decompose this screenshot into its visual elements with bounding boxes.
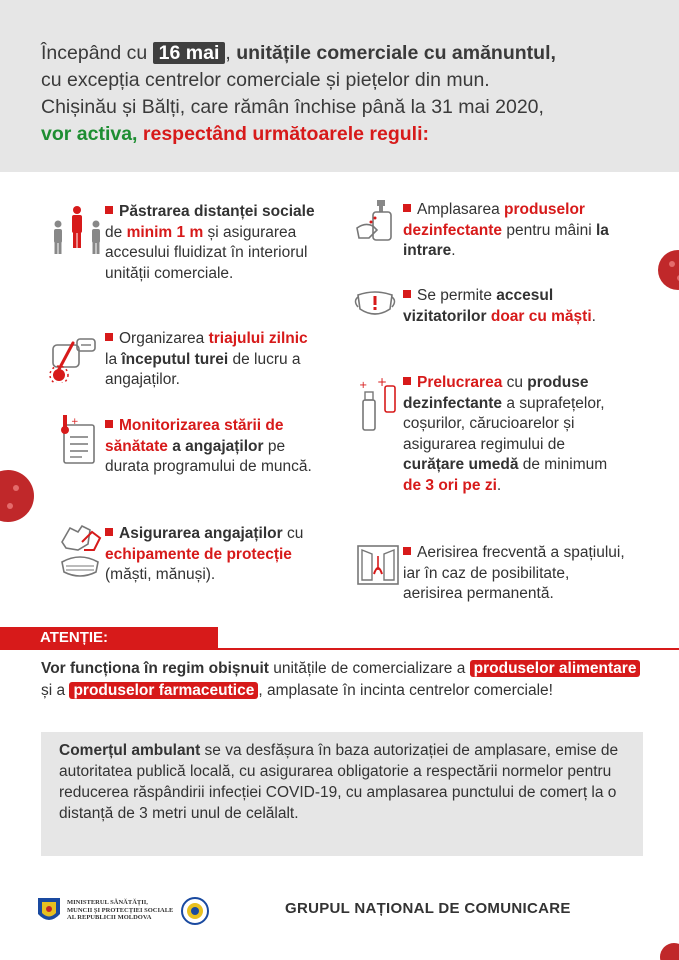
bullet-marker bbox=[403, 204, 411, 212]
ambulant-trade-box: Comerțul ambulant se va desfășura în baza autorizației de amplasare, emise de autoritatea publică locală, cu asigurarea obligatorie a respectării normelor pentru reducerea răspândirii infecției COVID-19, cu amplasarea punctului de comerț la o distanță de 3 metri unul de celălalt. bbox=[41, 732, 643, 856]
rule-text-part: . bbox=[451, 242, 456, 259]
rule-text-part: a angajaților bbox=[172, 437, 264, 455]
rule-text-part: triajului zilnic bbox=[208, 330, 308, 347]
rule-text-part: (măști, mănuși). bbox=[105, 566, 216, 583]
rule-text-part: a suprafețelor, coșurilor, cărucioarelor și asigurarea regimului de bbox=[403, 394, 605, 453]
rule-text-part: Aerisirea frecventă a spațiului, iar în caz de posibilitate, aerisirea permanentă. bbox=[403, 544, 625, 602]
rule-text-part: la intrare bbox=[403, 221, 609, 259]
rule-text-part: de lucru a angajaților. bbox=[105, 350, 301, 388]
face-mask-icon bbox=[352, 287, 398, 319]
rule-text-part: pe durata programului de muncă. bbox=[105, 437, 312, 475]
bullet-marker bbox=[403, 290, 411, 298]
header-line-4: vor activa, respectând următoarele reguli: bbox=[41, 123, 429, 145]
header-line-2: cu excepția centrelor comerciale și piețelor din mun. bbox=[41, 69, 490, 91]
svg-text:+: + bbox=[71, 417, 79, 427]
rule-health-monitoring bbox=[105, 416, 325, 478]
attention-label: ATENȚIE: bbox=[0, 627, 218, 649]
ministry-name: MINISTERUL SĂNĂTĂȚII, MUNCII ȘI PROTECȚIEI SOCIALE AL REPUBLICII MOLDOVA bbox=[67, 899, 174, 921]
rule-text-part: Prelucrarea bbox=[417, 374, 503, 391]
spray-bottle-icon bbox=[357, 376, 401, 432]
rule-text-part: Se permite bbox=[417, 287, 497, 304]
people-distance-icon bbox=[50, 205, 104, 255]
tag-pharma-products: produselor farmaceutice bbox=[69, 682, 258, 699]
rule-text-part: și asigurarea accesului fluidizat în interiorul unității comerciale. bbox=[105, 223, 308, 282]
rule-text-part: minim 1 m bbox=[126, 223, 204, 241]
gloves-mask-icon bbox=[56, 522, 104, 580]
health-checklist-icon bbox=[58, 415, 100, 465]
rule-text-part: produselor dezinfectante bbox=[403, 201, 585, 239]
rule-text-part: produse dezinfectante bbox=[403, 374, 589, 412]
rule-text-part: curățare umedă bbox=[403, 456, 519, 473]
virus-decoration-icon bbox=[648, 240, 679, 300]
rule-text-part: echipamente de protecție bbox=[105, 545, 292, 563]
hand-sanitizer-icon bbox=[355, 198, 401, 246]
rule-text-part: pentru mâini bbox=[502, 221, 596, 239]
header-line-1: Începând cu 16 mai , unitățile comerciale cu amănuntul, bbox=[41, 42, 556, 64]
open-window-icon bbox=[356, 544, 400, 588]
rule-text-part: de minimum bbox=[518, 456, 608, 473]
tag-food-products: produselor alimentare bbox=[470, 660, 641, 677]
bullet-marker bbox=[403, 547, 411, 555]
bullet-marker bbox=[105, 206, 113, 214]
rule-text-part: Amplasarea bbox=[417, 201, 505, 218]
svg-text:+: + bbox=[377, 376, 388, 389]
rule-text-part: începutul turei bbox=[121, 350, 229, 368]
rule-hand-sanitizer bbox=[403, 200, 633, 262]
divider-red bbox=[0, 648, 679, 650]
date-highlight: 16 mai bbox=[153, 42, 226, 64]
rule-text-part: doar cu măști bbox=[490, 307, 592, 325]
rule-text-part: de bbox=[105, 223, 127, 241]
bullet-marker bbox=[105, 528, 113, 536]
rule-disinfection bbox=[403, 373, 628, 496]
virus-decoration-icon bbox=[652, 935, 679, 960]
rule-text-part: Asigurarea angajaților bbox=[119, 525, 283, 542]
header-line-3: Chișinău și Bălți, care rămân închise până la 31 mai 2020, bbox=[41, 96, 544, 118]
moldova-coat-of-arms-icon bbox=[34, 894, 64, 928]
bullet-marker bbox=[105, 420, 113, 428]
rule-protective-equipment bbox=[105, 524, 320, 586]
rule-text-part: Organizarea bbox=[119, 330, 209, 347]
virus-decoration-icon bbox=[0, 462, 40, 532]
rule-text-part: de 3 ori pe zi bbox=[403, 476, 497, 494]
rule-daily-triage bbox=[105, 329, 320, 391]
rule-text-part: . bbox=[591, 307, 596, 325]
rule-text-part: la bbox=[105, 350, 122, 368]
rule-text-part: . bbox=[496, 476, 502, 494]
thermometer-triage-icon bbox=[47, 333, 99, 383]
rule-social-distance bbox=[105, 202, 320, 284]
rule-text-part: Păstrarea distanței sociale bbox=[119, 203, 315, 220]
attention-paragraph: Vor funcționa în regim obișnuit unitățile de comercializare a produselor alimentare și a produselor farmaceutice , amplasate în incinta centrelor comerciale! bbox=[41, 658, 641, 701]
rule-text-part: cu bbox=[502, 374, 528, 391]
rule-visitor-masks bbox=[403, 286, 623, 327]
header-banner bbox=[0, 0, 679, 172]
rule-text-part: cu bbox=[282, 525, 304, 542]
bullet-marker bbox=[403, 377, 411, 385]
government-seal-icon bbox=[180, 896, 210, 926]
rule-text-part: accesul vizitatorilor bbox=[403, 287, 554, 325]
rule-ventilation bbox=[403, 543, 628, 605]
rule-text-part: Monitorizarea stării de sănătate bbox=[105, 417, 284, 455]
bullet-marker bbox=[105, 333, 113, 341]
communication-group-title: GRUPUL NAȚIONAL DE COMUNICARE bbox=[285, 900, 571, 917]
svg-text:+: + bbox=[359, 380, 368, 391]
